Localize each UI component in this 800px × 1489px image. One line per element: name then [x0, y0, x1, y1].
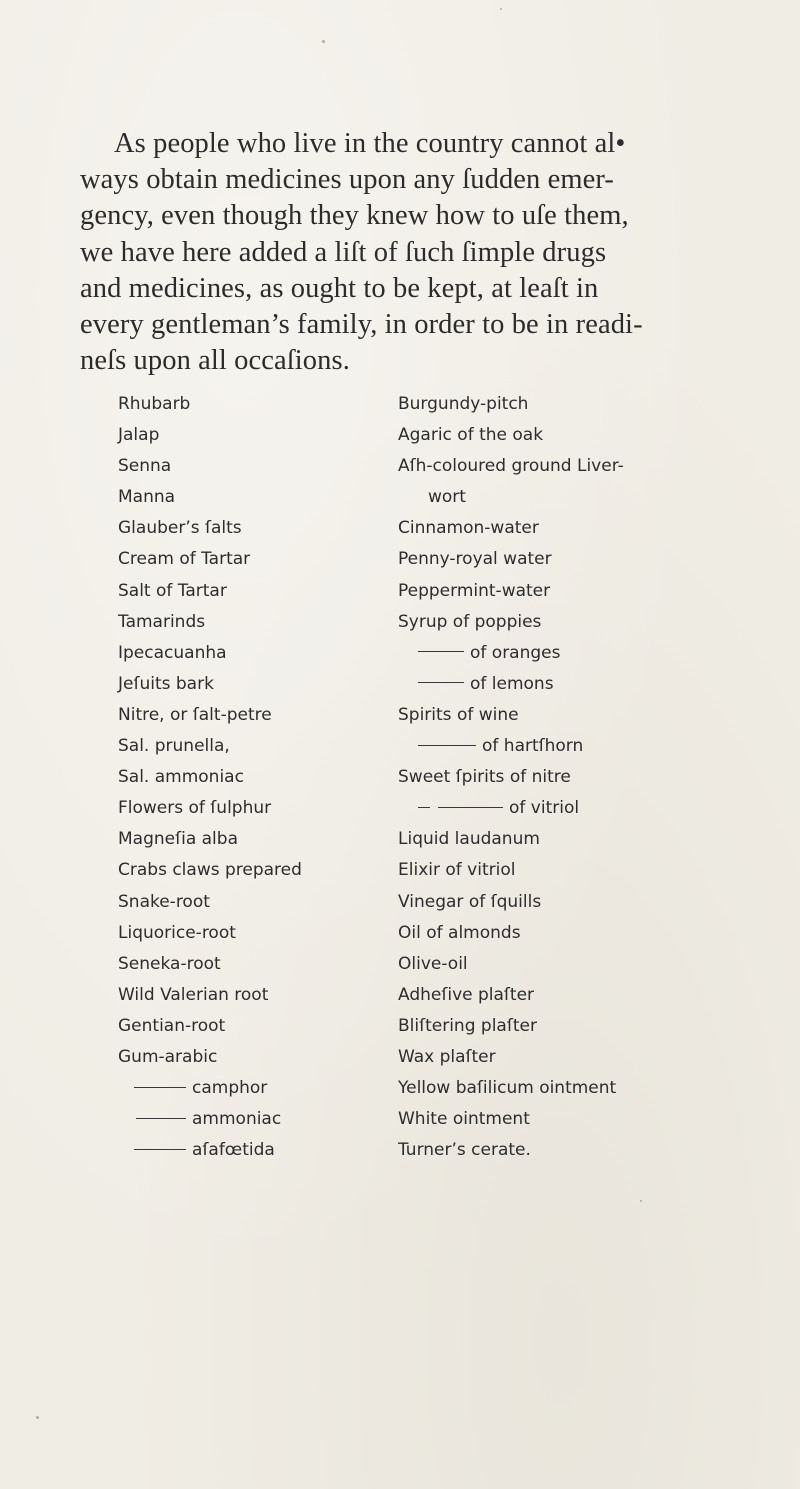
intro-line: ways obtain medicines upon any ſudden emer- — [80, 164, 614, 196]
item-text: Burgundy-pitch — [398, 394, 529, 414]
item-text: Elixir of vitriol — [398, 860, 516, 881]
list-item — [118, 576, 388, 607]
item-text: Olive-oil — [398, 953, 468, 974]
ditto-dash — [418, 651, 464, 652]
intro-paragraph — [80, 126, 720, 379]
item-text: Magneſia alba — [118, 829, 238, 850]
item-text: Adheſive plaſter — [398, 984, 535, 1005]
item-text: Nitre, or ſalt-petre — [118, 704, 272, 725]
item-text: Sweet ſpirits of nitre — [398, 767, 571, 788]
list-item — [398, 669, 728, 700]
item-text: Vinegar of ſquills — [398, 891, 542, 912]
item-text: Penny-royal water — [398, 549, 552, 570]
list-item — [398, 389, 728, 420]
list-item — [398, 1135, 728, 1166]
list-item — [398, 980, 728, 1011]
item-text: Manna — [118, 487, 176, 508]
list-item — [398, 949, 728, 980]
ditto-dash — [438, 807, 503, 808]
item-text: Jeſuits bark — [118, 673, 214, 694]
item-text: Wax plaſter — [398, 1046, 496, 1067]
list-item — [118, 887, 388, 918]
item-text: Crabs claws prepared — [118, 860, 302, 881]
intro-line: every gentleman’s family, in order to be in readi- — [80, 309, 643, 341]
paper-speck — [500, 8, 502, 10]
item-text: Agaric of the oak — [398, 425, 544, 446]
item-text: Senna — [118, 456, 172, 477]
list-item — [398, 638, 728, 669]
left-drug-list — [118, 389, 388, 1166]
item-text: aſafœtida — [192, 1140, 275, 1161]
list-item — [118, 762, 388, 793]
list-item — [398, 576, 728, 607]
item-text: Yellow baſilicum ointment — [398, 1078, 617, 1099]
item-text: ammoniac — [192, 1109, 282, 1130]
list-item — [118, 980, 388, 1011]
list-item — [118, 607, 388, 638]
item-text: Bliſtering plaſter — [398, 1015, 537, 1036]
list-item — [398, 451, 728, 482]
list-item — [398, 918, 728, 949]
list-item — [118, 482, 388, 513]
list-item — [398, 887, 728, 918]
item-text: Tamarinds — [118, 611, 206, 632]
item-text: Liquorice-root — [118, 922, 236, 943]
list-item — [398, 544, 728, 575]
item-text: Wild Valerian root — [118, 984, 269, 1005]
item-text: White ointment — [398, 1109, 530, 1130]
list-item — [118, 389, 388, 420]
item-text: Ipecacuanha — [118, 642, 227, 663]
list-item — [398, 1042, 728, 1073]
item-text: Salt of Tartar — [118, 580, 227, 601]
intro-line: neſs upon all occaſions. — [80, 345, 350, 377]
list-item — [398, 1073, 728, 1104]
ditto-dash — [418, 682, 464, 683]
list-item — [118, 451, 388, 482]
list-item — [398, 513, 728, 544]
list-item — [118, 793, 388, 824]
item-text: Glauber’s ſalts — [118, 518, 242, 539]
item-text: Sal. prunella, — [118, 736, 230, 757]
item-text: Turner’s cerate. — [398, 1140, 531, 1161]
ditto-dash — [136, 1118, 186, 1119]
list-item — [118, 855, 388, 886]
item-text: Liquid laudanum — [398, 829, 540, 850]
item-text: of lemons — [470, 673, 554, 694]
list-item — [398, 607, 728, 638]
list-item — [118, 669, 388, 700]
list-item — [398, 731, 728, 762]
list-item — [118, 638, 388, 669]
list-item — [118, 420, 388, 451]
list-item — [398, 762, 728, 793]
right-drug-list — [398, 389, 728, 1166]
item-text: Peppermint-water — [398, 580, 551, 601]
intro-line: As people who live in the country cannot al• — [114, 128, 626, 159]
list-item — [118, 513, 388, 544]
list-item — [118, 1135, 388, 1166]
list-item — [118, 544, 388, 575]
item-text: Gentian-root — [118, 1015, 226, 1036]
list-item — [398, 1104, 728, 1135]
list-item — [398, 420, 728, 451]
item-text: Sal. ammoniac — [118, 767, 244, 788]
item-text: of hartſhorn — [482, 736, 584, 757]
intro-line: gency, even though they knew how to uſe them, — [80, 200, 629, 232]
intro-line: we have here added a liſt of ſuch ſimple drugs — [80, 236, 607, 268]
paper-speck — [640, 1200, 642, 1202]
list-item — [398, 855, 728, 886]
item-text: Jalap — [118, 425, 160, 446]
list-item — [398, 793, 728, 824]
intro-line: and medicines, as ought to be kept, at leaſt in — [80, 272, 599, 304]
list-item — [118, 1104, 388, 1135]
item-text: Flowers of ſulphur — [118, 798, 272, 819]
item-text: of vitriol — [509, 798, 580, 819]
list-item — [118, 731, 388, 762]
list-item — [118, 1042, 388, 1073]
list-item — [118, 1011, 388, 1042]
list-item — [118, 918, 388, 949]
item-text: Snake-root — [118, 891, 210, 912]
item-text: Aſh-coloured ground Liver- — [398, 456, 624, 477]
list-item — [398, 824, 728, 855]
list-item — [398, 700, 728, 731]
list-item — [398, 1011, 728, 1042]
item-text: of oranges — [470, 642, 561, 663]
item-text: wort — [428, 487, 466, 508]
ditto-dash — [134, 1149, 186, 1150]
list-item — [398, 482, 728, 513]
list-item — [118, 700, 388, 731]
item-text: Gum-arabic — [118, 1046, 218, 1067]
item-text: Oil of almonds — [398, 922, 521, 943]
paper-speck — [322, 40, 325, 43]
ditto-dash — [134, 1087, 186, 1088]
ditto-dash — [418, 745, 476, 746]
ditto-dash — [418, 807, 430, 808]
item-text: Cream of Tartar — [118, 549, 251, 570]
list-item — [118, 949, 388, 980]
item-text: Spirits of wine — [398, 704, 519, 725]
item-text: camphor — [192, 1078, 268, 1099]
item-text: Seneka-root — [118, 953, 221, 974]
paper-speck — [36, 1416, 39, 1419]
item-text: Cinnamon-water — [398, 518, 539, 539]
list-item — [118, 1073, 388, 1104]
item-text: Rhubarb — [118, 394, 191, 414]
list-item — [118, 824, 388, 855]
item-text: Syrup of poppies — [398, 611, 542, 632]
